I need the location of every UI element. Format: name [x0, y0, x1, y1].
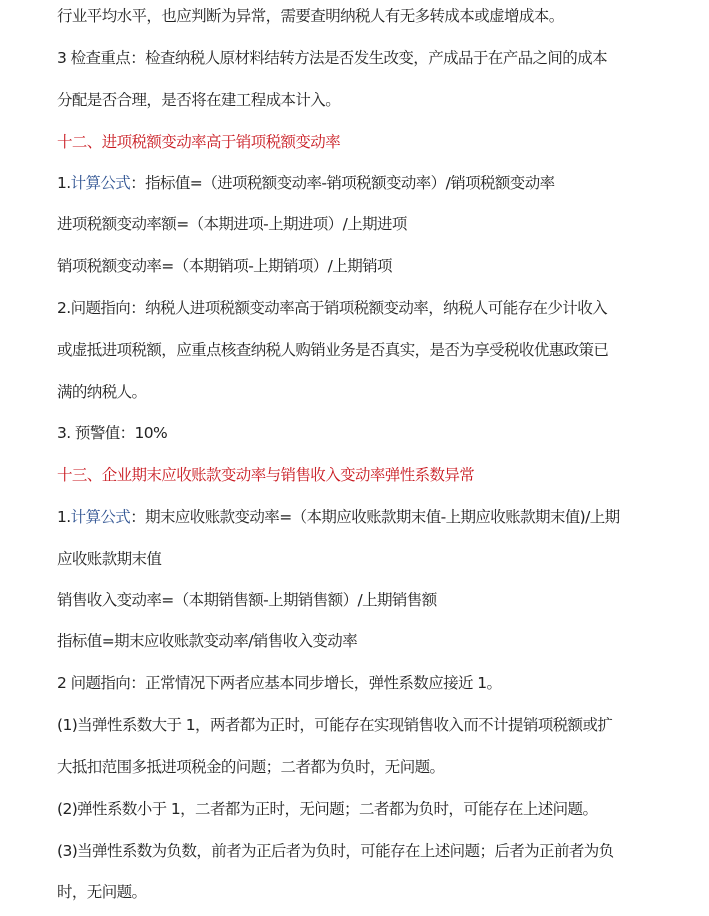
formula-text: ：指标值=（进项税额变动率-销项税额变动率）/销项税额变动率: [130, 174, 555, 192]
section-heading-13: 十三、企业期末应收账款变动率与销售收入变动率弹性系数异常: [57, 466, 475, 484]
formula-line: [57, 172, 555, 194]
paragraph-line: 进项税额变动率额=（本期进项-上期进项）/上期进项: [57, 215, 407, 233]
paragraph-line: 大抵扣范围多抵进项税金的问题；二者都为负时，无问题。: [57, 758, 445, 776]
section-heading-12: 十二、进项税额变动率高于销项税额变动率: [57, 133, 341, 151]
paragraph-line: 2 问题指向：正常情况下两者应基本同步增长，弹性系数应接近 1。: [57, 674, 502, 692]
paragraph-line: 分配是否合理，是否将在建工程成本计入。: [57, 91, 341, 109]
paragraph-line: 2.问题指向：纳税人进项税额变动率高于销项税额变动率，纳税人可能存在少计收入: [57, 299, 607, 317]
paragraph-line: 行业平均水平，也应判断为异常，需要查明纳税人有无多转成本或虚增成本。: [57, 7, 564, 25]
paragraph-line: 指标值=期末应收账款变动率/销售收入变动率: [57, 632, 358, 650]
paragraph-line: 销项税额变动率=（本期销项-上期销项）/上期销项: [57, 257, 392, 275]
formula-label: 计算公式: [70, 508, 131, 526]
paragraph-line: 满的纳税人。: [57, 383, 147, 401]
paragraph-line: 或虚抵进项税额，应重点核查纳税人购销业务是否真实，是否为享受税收优惠政策已: [57, 341, 609, 359]
paragraph-line: 销售收入变动率=（本期销售额-上期销售额）/上期销售额: [57, 591, 437, 609]
paragraph-line: (3)当弹性系数为负数，前者为正后者为负时，可能存在上述问题；后者为正前者为负: [57, 842, 614, 860]
paragraph-line: 时，无问题。: [57, 883, 147, 901]
item-number: 1.: [57, 508, 71, 526]
warning-value-line: 3. 预警值：10%: [57, 424, 168, 442]
paragraph-line: (2)弹性系数小于 1，二者都为正时，无问题；二者都为负时，可能存在上述问题。: [57, 800, 598, 818]
formula-label: 计算公式: [70, 174, 131, 192]
paragraph-line: 3 检查重点：检查纳税人原材料结转方法是否发生改变，产成品于在产品之间的成本: [57, 49, 607, 67]
formula-line: [57, 506, 620, 528]
paragraph-line: (1)当弹性系数大于 1，两者都为正时，可能存在实现销售收入而不计提销项税额或扩: [57, 716, 613, 734]
item-number: 1.: [57, 174, 71, 192]
formula-text: ：期末应收账款变动率=（本期应收账款期末值-上期应收账款期末值)/上期: [130, 508, 620, 526]
paragraph-line: 应收账款期末值: [57, 550, 162, 568]
